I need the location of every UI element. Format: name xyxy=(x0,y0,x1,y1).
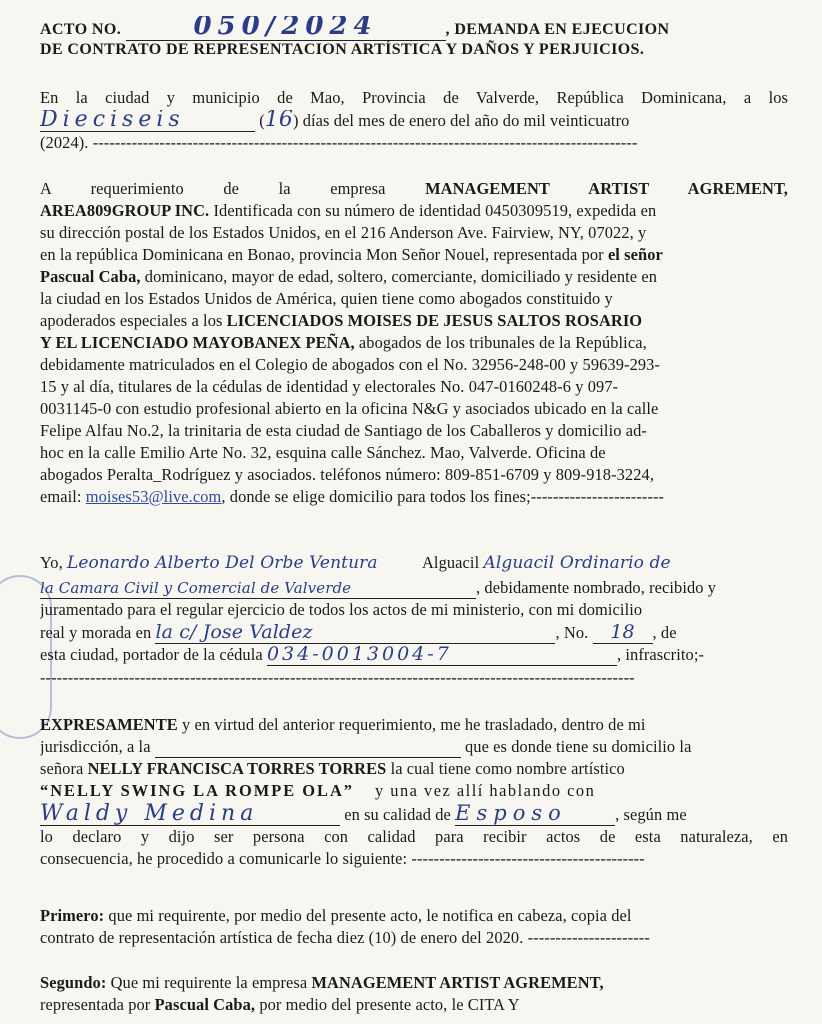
court-field xyxy=(40,578,476,599)
expresamente-line-7: consecuencia, he procedido a comunicarle lo siguiente: ------------------------------------------ xyxy=(40,849,645,868)
expresamente-line-2: jurisdicción, a la que es donde tiene su domicilio la xyxy=(40,737,692,756)
intro-line-3: (2024). -------------------------------------------------------------------------------------------------- xyxy=(40,133,638,152)
bailiff-line-1: Yo, Leonardo Alberto Del Orbe Ventura Alguacil Alguacil Ordinario de xyxy=(40,550,788,576)
intro-line-2: Dieciseis (16) días del mes de enero del año do mil veinticuatro xyxy=(40,110,788,132)
request-line-8: Y EL LICENCIADO MAYOBANEX PEÑA, abogados de los tribunales de la República, xyxy=(40,333,647,352)
primero-line-2: contrato de representación artística de fecha diez (10) de enero del 2020. ---------------------- xyxy=(40,928,650,947)
bailiff-line-3: juramentado para el regular ejercicio de todos los actos de mi ministerio, con mi domicilio xyxy=(40,600,643,619)
intro-line-2-rest: ) días del mes de enero del año do mil veinticuatro xyxy=(292,111,630,130)
request-line-2: AREA809GROUP INC. Identificada con su número de identidad 0450309519, expedida en xyxy=(40,201,657,220)
header-line-2 xyxy=(40,40,788,60)
bailiff-line-6: ----------------------------------------------------------------------------------------------------------- xyxy=(40,668,635,687)
request-line-7: apoderados especiales a los LICENCIADOS MOISES DE JESUS SALTOS ROSARIO xyxy=(40,311,643,330)
request-line-10: 15 y al día, titulares de la cédulas de identidad y electorales No. 047-0160248-6 y 097- xyxy=(40,377,619,396)
expresamente-line-3: señora NELLY FRANCISCA TORRES TORRES la cual tiene como nombre artístico xyxy=(40,759,625,778)
request-line-11: 0031145-0 con estudio profesional abierto en la oficina N&G y asociados ubicado en la calle xyxy=(40,399,659,418)
segundo-line-2: representada por Pascual Caba, por medio del presente acto, le CITA Y xyxy=(40,995,520,1014)
number-field xyxy=(593,622,653,644)
request-line-14: abogados Peralta_Rodríguez y asociados. teléfonos número: 809-851-6709 y 809-918-3224, xyxy=(40,465,655,484)
request-line-3: su dirección postal de los Estados Unidos, en el 216 Anderson Ave. Fairview, NY, 07022, y xyxy=(40,223,647,242)
email-link[interactable]: moises53@live.com xyxy=(85,487,222,506)
segundo-line-1: Segundo: Que mi requirente la empresa MANAGEMENT ARTIST AGREMENT, xyxy=(40,973,604,992)
primero-line-1: Primero: que mi requirente, por medio del presente acto, le notifica en cabeza, copia del xyxy=(40,906,632,925)
request-line-12: Felipe Alfau No.2, la trinitaria de esta ciudad de Santiago de los Caballeros y domicilio ad- xyxy=(40,421,647,440)
acto-number: 050/2024 xyxy=(193,16,378,41)
acto-number-field xyxy=(126,16,446,41)
request-line-15: email: moises53@live.com, donde se elige domicilio para todos los fines;------------------------ xyxy=(40,487,665,506)
day-word: Dieciseis xyxy=(40,110,185,132)
jurisdiction-field xyxy=(155,737,461,758)
bailiff-number: 18 xyxy=(610,622,635,643)
quality-field xyxy=(455,803,615,826)
request-line-9: debidamente matriculados en el Colegio de abogados con el No. 32956-248-00 y 59639-293- xyxy=(40,355,661,374)
header-title-1: , DEMANDA EN EJECUCION xyxy=(445,21,670,38)
expresamente-line-5: Waldy Medina en su calidad de Esposo , según me xyxy=(40,803,687,826)
court-name: la Camara Civil y Comercial de Valverde xyxy=(40,579,352,597)
request-line-13: hoc en la calle Emilio Arte No. 32, esquina calle Sánchez. Mao, Valverde. Oficina de xyxy=(40,443,606,462)
bailiff-name-field xyxy=(67,550,422,576)
header-title-2: DE CONTRATO DE REPRESENTACION ARTÍSTICA Y DAÑOS Y PERJUICIOS. xyxy=(40,41,645,58)
bailiff-name: Leonardo Alberto Del Orbe Ventura xyxy=(67,553,378,573)
request-line-1: A requerimiento de la empresa MANAGEMENT ARTIST AGREMENT, xyxy=(40,179,788,198)
request-line-4: en la república Dominicana en Bonao, provincia Mon Señor Nouel, representada por el señor xyxy=(40,245,663,264)
expresamente-line-6: lo declaro y dijo ser persona con calidad para recibir actos de esta naturaleza, en xyxy=(40,827,788,846)
bailiff-line-4: real y morada en la c/ Jose Valdez , No. 18 , de xyxy=(40,622,677,643)
address-field xyxy=(155,622,555,644)
person-field xyxy=(40,804,340,826)
day-number: 16 xyxy=(264,110,293,132)
bailiff-role: Alguacil Ordinario de xyxy=(483,553,671,573)
acto-label: ACTO NO. xyxy=(40,21,122,38)
bailiff-line-5: esta ciudad, portador de la cédula 034-0013004-7 , infrascrito;- xyxy=(40,644,705,665)
bailiff-role-field xyxy=(483,550,788,576)
request-line-5: Pascual Caba, dominicano, mayor de edad, soltero, comerciante, domiciliado y residente en xyxy=(40,267,658,286)
person-quality: Esposo xyxy=(455,803,567,825)
intro-line-1: En la ciudad y municipio de Mao, Provincia de Valverde, República Dominicana, a los xyxy=(40,88,788,107)
expresamente-line-1: EXPRESAMENTE y en virtud del anterior requerimiento, me he trasladado, dentro de mi xyxy=(40,715,646,734)
expresamente-line-4: “NELLY SWING LA ROMPE OLA” y una vez allí hablando con xyxy=(40,781,596,800)
day-word-field xyxy=(40,110,255,132)
bailiff-cedula: 034-0013004-7 xyxy=(266,644,452,665)
person-name: Waldy Medina xyxy=(40,803,259,826)
header-line-1 xyxy=(40,16,788,41)
bailiff-line-2: la Camara Civil y Comercial de Valverde , debidamente nombrado, recibido y xyxy=(40,578,717,597)
cedula-field xyxy=(267,644,617,666)
request-line-6: la ciudad en los Estados Unidos de América, quien tiene como abogados constituido y xyxy=(40,289,613,308)
bailiff-address: la c/ Jose Valdez xyxy=(155,622,313,643)
